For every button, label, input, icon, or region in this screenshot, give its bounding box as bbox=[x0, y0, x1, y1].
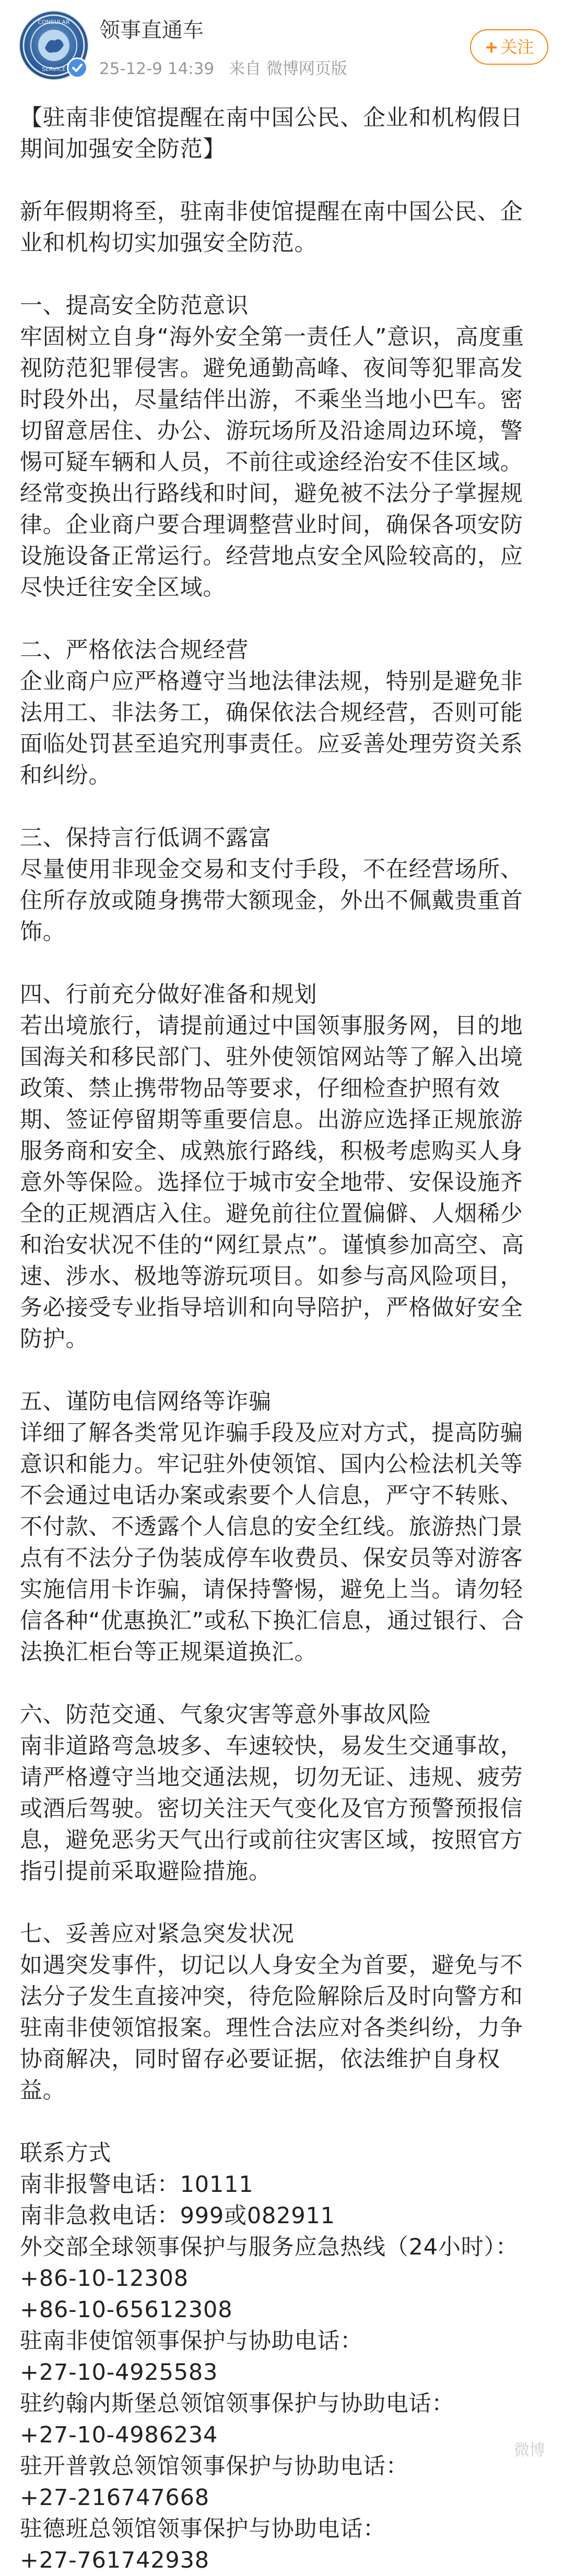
svg-text:SERVICE: SERVICE bbox=[41, 66, 66, 73]
section-body: 牢固树立自身“海外安全第一责任人”意识，高度重视防范犯罪侵害。避免通勤高峰、夜间等犯罪高发时段外出，尽量结伴出游，不乘坐当地小巴车。密切留意居住、办公、游玩场所及沿途周边环境，警惕可疑车辆和人员，不前往或途经治安不佳区域。经常变换出行路线和时间，避免被不法分子掌握规律。企业商户要合理调整营业时间，确保各项安防设施设备正常运行。经营地点安全风险较高的，应尽快迁往安全区域。 bbox=[20, 324, 524, 601]
follow-button[interactable] bbox=[470, 29, 548, 65]
section-body: 南非道路弯急坡多、车速较快，易发生交通事故，请严格遵守当地交通法规，切勿无证、违规、疲劳或酒后驾驶。密切关注天气变化及官方预警预报信息，避免恶劣天气出行或前往灾害区域，按照官方指引提前采取避险措施。 bbox=[20, 1733, 523, 1885]
contact-line: 驻南非使馆领事保护与协助电话： bbox=[20, 2328, 363, 2354]
contact-line: +27-216747668 bbox=[20, 2485, 209, 2511]
username[interactable]: 领事直通车 bbox=[99, 18, 204, 42]
follow-label: 关注 bbox=[500, 37, 534, 57]
post-meta bbox=[99, 57, 357, 80]
contact-line: 驻开普敦总领馆领事保护与协助电话： bbox=[20, 2453, 409, 2479]
post-title: 【驻南非使馆提醒在南中国公民、企业和机构假日期间加强安全防范】 bbox=[20, 105, 523, 162]
post-date: 25-12-9 14:39 bbox=[99, 59, 215, 78]
contact-line: +86-10-65612308 bbox=[20, 2297, 233, 2323]
section-heading: 一、提高安全防范意识 bbox=[20, 293, 249, 319]
weibo-watermark: 微博 bbox=[514, 2441, 545, 2460]
contact-line: 南非急救电话：999或082911 bbox=[20, 2203, 335, 2229]
contacts-heading: 联系方式 bbox=[20, 2140, 112, 2166]
section-heading: 六、防范交通、气象灾害等意外事故风险 bbox=[20, 1702, 432, 1728]
section-heading: 四、行前充分做好准备和规划 bbox=[20, 982, 318, 1008]
contact-line: 驻德班总领馆领事保护与协助电话： bbox=[20, 2516, 386, 2542]
contact-line: 南非报警电话：10111 bbox=[20, 2172, 254, 2198]
section-body: 详细了解各类常见诈骗手段及应对方式，提高防骗意识和能力。牢记驻外使领馆、国内公检法机关等不会通过电话办案或索要个人信息，严守不转账、不付款、不透露个人信息的安全红线。旅游热门景点有不法分子伪装成停车收费员、保安员等对游客实施信用卡诈骗，请保持警惕，避免上当。请勿轻信各种“优惠换汇”或私下换汇信息，通过银行、合法换汇柜台等正规渠道换汇。 bbox=[20, 1420, 524, 1665]
section-heading: 三、保持言行低调不露富 bbox=[20, 825, 272, 851]
contact-line: 驻约翰内斯堡总领馆领事保护与协助电话： bbox=[20, 2391, 455, 2417]
post-body bbox=[20, 102, 544, 2576]
post-footer bbox=[0, 2401, 564, 2472]
section-heading: 七、妥善应对紧急突发状况 bbox=[20, 1921, 295, 1947]
post-intro: 新年假期将至，驻南非使馆提醒在南中国公民、企业和机构切实加强安全防范。 bbox=[20, 199, 523, 256]
section-body: 企业商户应严格遵守当地法律法规，特别是避免非法用工、非法务工，确保依法合规经营，否则可能面临处罚甚至追究刑事责任。应妥善处理劳资关系和纠纷。 bbox=[20, 669, 523, 789]
section-body: 如遇突发事件，切记以人身安全为首要，避免与不法分子发生直接冲突，待危险解除后及时向警方和驻南非使领馆报案。理性合法应对各类纠纷，力争协商解决，同时留存必要证据，依法维护自身权益。 bbox=[20, 1952, 523, 2104]
svg-text:CONSULAR: CONSULAR bbox=[38, 19, 70, 26]
plus-icon: + bbox=[484, 37, 499, 57]
section-heading: 五、谨防电信网络等诈骗 bbox=[20, 1389, 272, 1415]
verified-badge-icon bbox=[67, 57, 88, 78]
contact-line: +86-10-12308 bbox=[20, 2265, 189, 2292]
contact-line: +27-761742938 bbox=[20, 2547, 209, 2573]
post-source: 来自 微博网页版 bbox=[229, 59, 347, 78]
section-body: 尽量使用非现金交易和支付手段，不在经营场所、住所存放或随身携带大额现金，外出不佩戴贵重首饰。 bbox=[20, 856, 523, 945]
contact-line: 外交部全球领事保护与服务应急热线（24小时）： bbox=[20, 2234, 519, 2260]
contact-line: +27-10-4925583 bbox=[20, 2359, 218, 2386]
section-heading: 二、严格依法合规经营 bbox=[20, 637, 249, 663]
contact-line: +27-10-4986234 bbox=[20, 2422, 218, 2448]
section-body: 若出境旅行，请提前通过中国领事服务网，目的地国海关和移民部门、驻外使领馆网站等了解入出境政策、禁止携带物品等要求，仔细检查护照有效期、签证停留期等重要信息。出游应选择正规旅游服务商和安全、成熟旅行路线，积极考虑购买人身意外等保险。选择位于城市安全地带、安保设施齐全的正规酒店入住。避免前往位置偏僻、人烟稀少和治安状况不佳的“网红景点”。谨慎参加高空、高速、涉水、极地等游玩项目。如参与高风险项目，务必接受专业指导培训和向导陪护，严格做好安全防护。 bbox=[20, 1013, 524, 1352]
